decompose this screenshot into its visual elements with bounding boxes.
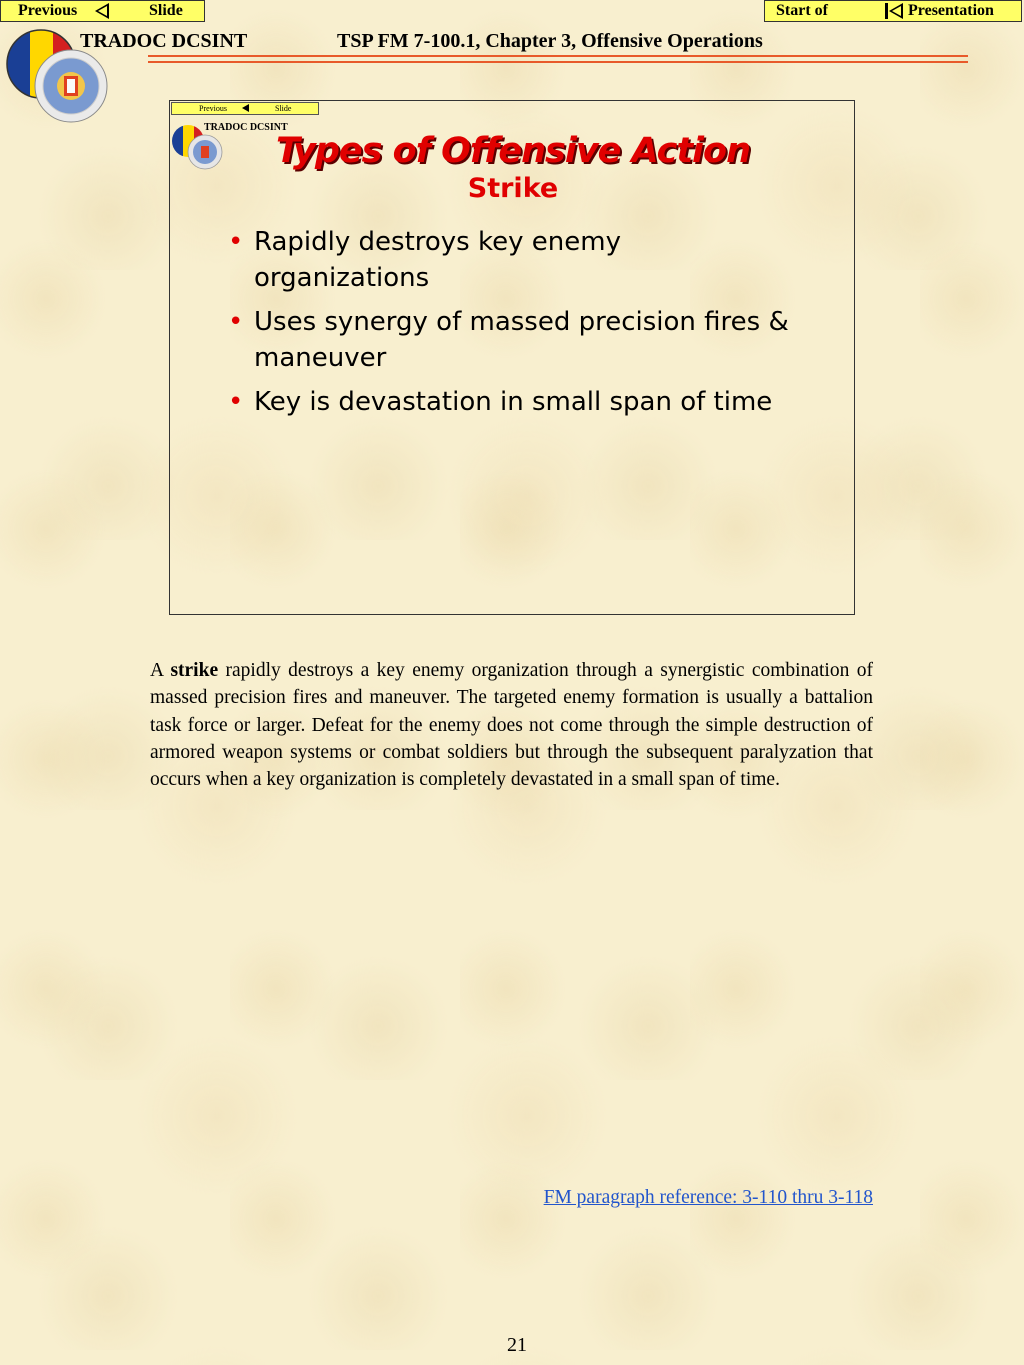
bullet-icon: • (228, 307, 244, 337)
slide-subtitle: Strike (467, 173, 559, 204)
first-slide-arrow-icon (889, 3, 903, 19)
bullet-item: • Key is devastation in small span of time (228, 384, 798, 420)
bullet-icon: • (228, 387, 244, 417)
fm-reference-link[interactable]: FM paragraph reference: 3-110 thru 3-118 (543, 1187, 873, 1208)
first-bar-icon (885, 3, 888, 19)
slide-thumbnail (169, 100, 855, 615)
nav-start-presentation[interactable] (764, 0, 1022, 22)
nav-previous-slide[interactable] (0, 0, 205, 22)
previous-arrow-icon (95, 3, 109, 19)
body-paragraph: A strike rapidly destroys a key enemy organization through a synergistic combination of massed precision fires and maneuver. The targeted enemy formation is usually a battalion task force or larger. Defeat for the enemy does not come through the simple destruction of armored weapon systems or combat soldiers but through the subsequent paralyzation that occurs when a key organization is completely devastated in a small span of time. (150, 660, 873, 791)
body-term: strike (170, 660, 219, 681)
page-number: 21 (507, 1334, 527, 1356)
mini-previous-arrow-icon (242, 104, 249, 112)
header-org: TRADOC DCSINT (80, 30, 248, 52)
slide-title: Types of Offensive Action (275, 131, 751, 171)
mini-nav-slide-label: Slide (275, 104, 292, 113)
header-rule-top (148, 55, 968, 57)
mini-nav-previous-slide[interactable] (171, 102, 319, 115)
mini-header-org: TRADOC DCSINT (204, 122, 288, 133)
nav-start-of-label: Start of (776, 2, 828, 19)
mini-nav-previous-label: Previous (199, 104, 227, 113)
header-title: TSP FM 7-100.1, Chapter 3, Offensive Operations (337, 30, 763, 52)
nav-previous-label: Previous (18, 2, 78, 19)
bullet-item: • Rapidly destroys key enemy organizations (228, 224, 798, 296)
nav-presentation-label: Presentation (908, 2, 994, 19)
bullet-list (228, 224, 798, 428)
header-rule-bottom (148, 61, 968, 63)
bullet-icon: • (228, 227, 244, 257)
bullet-item: • Uses synergy of massed precision fires & maneuver (228, 304, 798, 376)
nav-slide-label: Slide (149, 2, 183, 19)
